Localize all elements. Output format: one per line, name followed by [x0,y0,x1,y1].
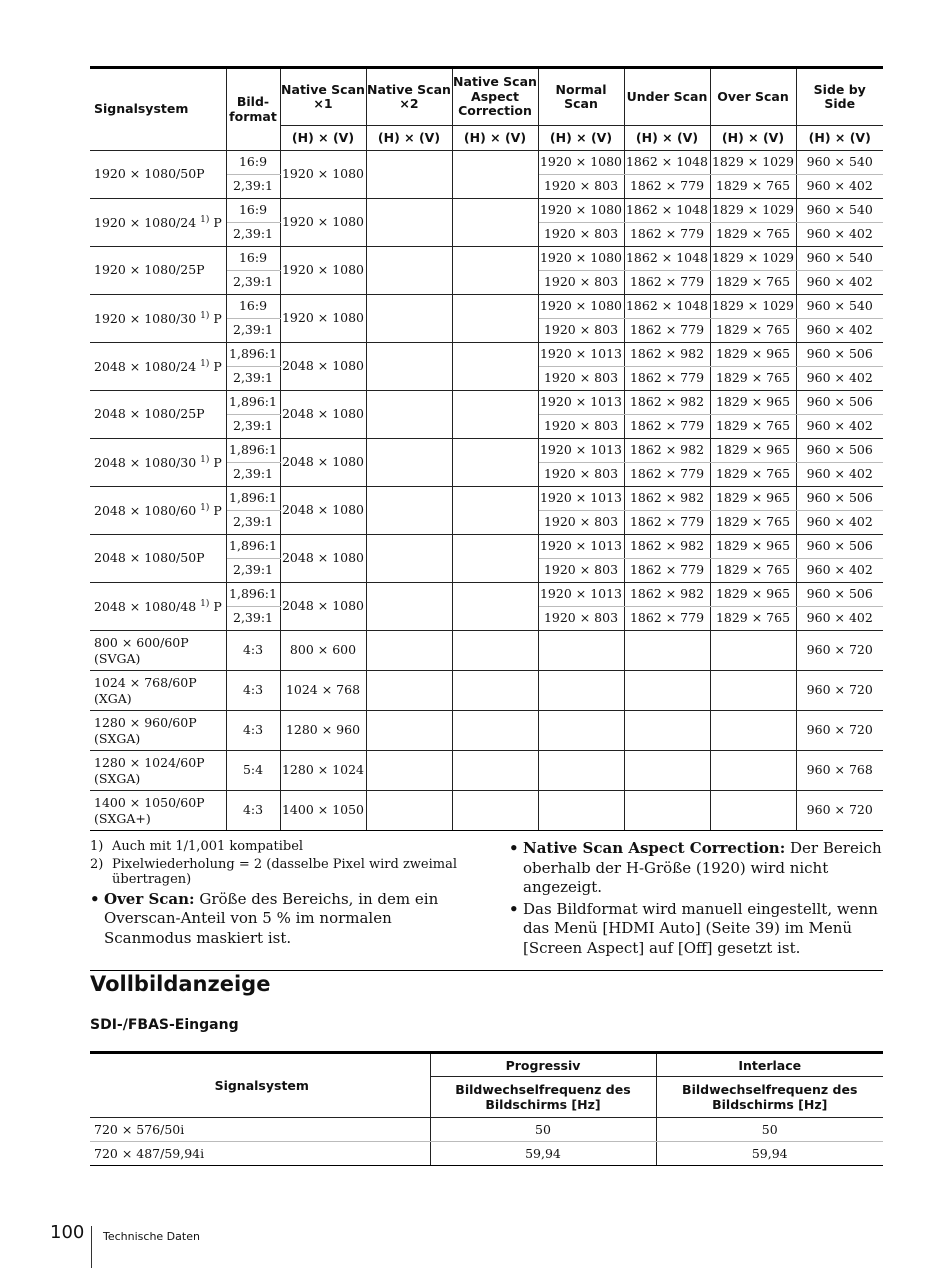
cell-normal: 1920 × 1080 [538,247,624,271]
note-text: Größe des Bereichs, in dem ein Overscan-Anteil von 5 % im normalen Scanmodus maskiert ist. [104,889,439,947]
table-row [90,391,883,415]
cell-native2 [366,791,452,831]
cell-sbs: 960 × 506 [796,343,883,367]
cell-native1: 2048 × 1080 [280,391,366,439]
cell-format: 4:3 [226,711,280,751]
cell-sbs: 960 × 402 [796,319,883,343]
notes-right [509,839,883,958]
signal-text: 1920 × 1080/50P [94,166,205,182]
page-number: 100 [50,1222,85,1243]
cell-under: 1862 × 779 [624,415,710,439]
cell-native2 [366,583,452,631]
header-under: Under Scan [624,68,710,126]
header-hv: (H) × (V) [710,126,796,151]
header-hv: (H) × (V) [624,126,710,151]
cell-over: 1829 × 765 [710,367,796,391]
cell-native1: 2048 × 1080 [280,583,366,631]
cell-native1: 1280 × 1024 [280,751,366,791]
footnote-text: Pixelwiederholung = 2 (dasselbe Pixel wird zweimal übertragen) [112,856,458,888]
cell-native1: 1920 × 1080 [280,247,366,295]
note-nsac [509,839,883,898]
cell-sbs: 960 × 720 [796,671,883,711]
header-signal: Signalsystem [90,1053,430,1118]
cell-nsac [452,583,538,631]
cell-under: 1862 × 779 [624,463,710,487]
cell-format: 2,39:1 [226,511,280,535]
cell-signal [90,391,226,439]
footnote-text: Auch mit 1/1,001 kompatibel [112,839,304,854]
cell-sbs: 960 × 506 [796,583,883,607]
header-over: Over Scan [710,68,796,126]
cell-format: 2,39:1 [226,415,280,439]
cell-over: 1829 × 765 [710,511,796,535]
cell-over: 1829 × 765 [710,319,796,343]
footnote-ref: 1) [200,454,210,465]
footnote-key: 2) [90,856,104,872]
header-hv: (H) × (V) [452,126,538,151]
cell-sbs: 960 × 402 [796,415,883,439]
cell-over: 1829 × 965 [710,391,796,415]
note-text: Das Bildformat wird manuell eingestellt, wenn das Menü [HDMI Auto] (Seite 39) im Menü [Screen Aspect] auf [Off] gesetzt ist. [523,899,878,957]
cell-over: 1829 × 965 [710,583,796,607]
footnote-ref: 1) [200,214,210,225]
cell-signal [90,487,226,535]
table-row [90,487,883,511]
footnote-ref: 1) [200,358,210,369]
bullet-icon: • [90,889,100,908]
cell-signal [90,295,226,343]
cell-normal [538,631,624,671]
signal-suffix: P [209,598,222,614]
cell-format: 2,39:1 [226,463,280,487]
cell-under: 1862 × 779 [624,271,710,295]
cell-sbs: 960 × 402 [796,559,883,583]
cell-under: 1862 × 779 [624,559,710,583]
note-label: Over Scan: [104,889,195,908]
cell-over: 1829 × 1029 [710,247,796,271]
footnote-2 [90,857,480,888]
cell-signal: 1400 × 1050/60P (SXGA+) [90,791,226,831]
cell-under: 1862 × 982 [624,439,710,463]
header-native2: Native Scan ×2 [366,68,452,126]
table-row [90,583,883,607]
cell-under: 1862 × 1048 [624,199,710,223]
cell-under: 1862 × 779 [624,319,710,343]
signal-suffix: P [209,454,222,470]
cell-normal [538,751,624,791]
signal-text: 2048 × 1080/24 [94,358,197,374]
cell-under: 1862 × 982 [624,391,710,415]
header-hv: (H) × (V) [280,126,366,151]
cell-native2 [366,295,452,343]
cell-sbs: 960 × 402 [796,175,883,199]
cell-format: 4:3 [226,791,280,831]
cell-format: 4:3 [226,671,280,711]
cell-over [710,631,796,671]
cell-normal: 1920 × 803 [538,319,624,343]
cell-normal: 1920 × 803 [538,415,624,439]
cell-signal [90,199,226,247]
cell-native2 [366,391,452,439]
footer-label: Technische Daten [103,1230,200,1243]
cell-over: 1829 × 1029 [710,151,796,175]
cell-signal [90,247,226,295]
header-interlace: Interlace [656,1053,883,1077]
frame-rate-table [90,1051,883,1166]
note-body [523,839,883,898]
cell-native1: 800 × 600 [280,631,366,671]
cell-native2 [366,247,452,295]
cell-over: 1829 × 765 [710,463,796,487]
cell-sbs: 960 × 402 [796,223,883,247]
signal-text: 2048 × 1080/50P [94,550,205,566]
cell-under [624,631,710,671]
table-row [90,751,883,791]
footnote-key: 1) [90,839,104,854]
cell-signal: 800 × 600/60P (SVGA) [90,631,226,671]
cell-nsac [452,711,538,751]
cell-format: 1,896:1 [226,343,280,367]
cell-sbs: 960 × 720 [796,791,883,831]
cell-over: 1829 × 765 [710,415,796,439]
signal-suffix: P [209,358,222,374]
scan-format-table-body [90,151,883,831]
cell-interlace: 59,94 [656,1142,883,1166]
scan-format-table [90,66,883,831]
signal-text: 1920 × 1080/25P [94,262,205,278]
footnote-ref: 1) [200,310,210,321]
cell-under [624,671,710,711]
signal-suffix: P [209,502,222,518]
cell-format: 2,39:1 [226,223,280,247]
cell-under: 1862 × 982 [624,487,710,511]
header-hv: (H) × (V) [796,126,883,151]
cell-nsac [452,791,538,831]
header-progressive: Progressiv [430,1053,656,1077]
cell-nsac [452,751,538,791]
cell-format: 16:9 [226,199,280,223]
table-row [90,791,883,831]
table-row [90,1142,883,1166]
table-row [90,295,883,319]
cell-nsac [452,295,538,343]
cell-signal: 1024 × 768/60P (XGA) [90,671,226,711]
cell-native1: 1280 × 960 [280,711,366,751]
cell-sbs: 960 × 506 [796,535,883,559]
cell-normal [538,711,624,751]
footnote-1 [90,839,480,855]
table-row [90,535,883,559]
header-format: Bild- format [226,68,280,151]
cell-over: 1829 × 765 [710,607,796,631]
table-row [90,1118,883,1142]
signal-text: 2048 × 1080/25P [94,406,205,422]
cell-normal: 1920 × 803 [538,511,624,535]
cell-sbs: 960 × 540 [796,151,883,175]
cell-over: 1829 × 1029 [710,199,796,223]
cell-format: 1,896:1 [226,439,280,463]
header-hv: (H) × (V) [538,126,624,151]
cell-over [710,671,796,711]
cell-normal: 1920 × 803 [538,271,624,295]
cell-normal: 1920 × 803 [538,175,624,199]
cell-progressive: 59,94 [430,1142,656,1166]
cell-format: 16:9 [226,151,280,175]
cell-under: 1862 × 982 [624,535,710,559]
cell-nsac [452,151,538,199]
cell-interlace: 50 [656,1118,883,1142]
header-native1: Native Scan ×1 [280,68,366,126]
cell-normal: 1920 × 1080 [538,199,624,223]
header-normal: Normal Scan [538,68,624,126]
header-nsac: Native Scan Aspect Correction [452,68,538,126]
cell-over: 1829 × 965 [710,535,796,559]
cell-native2 [366,535,452,583]
table-row [90,671,883,711]
cell-native2 [366,671,452,711]
cell-native1: 2048 × 1080 [280,439,366,487]
cell-sbs: 960 × 402 [796,607,883,631]
cell-format: 16:9 [226,247,280,271]
cell-sbs: 960 × 402 [796,271,883,295]
cell-over: 1829 × 1029 [710,295,796,319]
cell-over [710,751,796,791]
cell-sbs: 960 × 540 [796,247,883,271]
cell-under [624,711,710,751]
cell-over: 1829 × 765 [710,175,796,199]
cell-format: 2,39:1 [226,175,280,199]
cell-over [710,791,796,831]
cell-signal: 720 × 487/59,94i [90,1142,430,1166]
cell-under: 1862 × 779 [624,511,710,535]
cell-native1: 2048 × 1080 [280,535,366,583]
cell-sbs: 960 × 506 [796,439,883,463]
cell-sbs: 960 × 402 [796,511,883,535]
cell-native2 [366,151,452,199]
header-frame-rate: Bildwechselfrequenz des Bildschirms [Hz] [430,1077,656,1118]
cell-under: 1862 × 779 [624,367,710,391]
cell-native2 [366,631,452,671]
cell-over: 1829 × 965 [710,439,796,463]
cell-sbs: 960 × 506 [796,487,883,511]
cell-format: 2,39:1 [226,367,280,391]
header-sbs: Side by Side [796,68,883,126]
cell-under: 1862 × 1048 [624,247,710,271]
cell-normal: 1920 × 803 [538,223,624,247]
table-row [90,151,883,175]
cell-native1: 1920 × 1080 [280,151,366,199]
cell-native1: 1920 × 1080 [280,199,366,247]
cell-nsac [452,535,538,583]
section-subtitle: SDI-/FBAS-Eingang [90,1017,239,1033]
cell-signal [90,583,226,631]
cell-nsac [452,391,538,439]
footnote-ref: 1) [200,502,210,513]
cell-normal: 1920 × 803 [538,559,624,583]
cell-native1: 2048 × 1080 [280,343,366,391]
cell-under: 1862 × 779 [624,223,710,247]
cell-progressive: 50 [430,1118,656,1142]
footer-divider [91,1226,92,1268]
cell-sbs: 960 × 720 [796,711,883,751]
cell-under: 1862 × 779 [624,175,710,199]
cell-native2 [366,751,452,791]
cell-format: 4:3 [226,631,280,671]
cell-normal: 1920 × 1080 [538,295,624,319]
cell-normal [538,671,624,711]
cell-nsac [452,343,538,391]
signal-text: 2048 × 1080/30 [94,454,197,470]
cell-normal: 1920 × 1013 [538,439,624,463]
cell-normal: 1920 × 1013 [538,343,624,367]
cell-native1: 2048 × 1080 [280,487,366,535]
table-row [90,247,883,271]
cell-sbs: 960 × 540 [796,199,883,223]
cell-format: 16:9 [226,295,280,319]
cell-normal: 1920 × 803 [538,463,624,487]
header-signal: Signalsystem [90,68,226,151]
cell-signal [90,439,226,487]
cell-native2 [366,199,452,247]
cell-sbs: 960 × 768 [796,751,883,791]
cell-native2 [366,343,452,391]
cell-format: 5:4 [226,751,280,791]
section-title: Vollbildanzeige [90,972,271,996]
section-divider [90,970,883,971]
cell-over: 1829 × 965 [710,343,796,367]
table-row [90,343,883,367]
cell-format: 2,39:1 [226,559,280,583]
cell-nsac [452,487,538,535]
cell-nsac [452,671,538,711]
cell-normal: 1920 × 1080 [538,151,624,175]
cell-normal: 1920 × 803 [538,367,624,391]
cell-format: 1,896:1 [226,535,280,559]
cell-format: 2,39:1 [226,319,280,343]
header-hv: (H) × (V) [366,126,452,151]
bullet-icon: • [509,839,519,857]
notes-left [90,839,480,948]
cell-nsac [452,631,538,671]
cell-signal [90,151,226,199]
header-frame-rate: Bildwechselfrequenz des Bildschirms [Hz] [656,1077,883,1118]
table-row [90,439,883,463]
table-row [90,199,883,223]
cell-normal: 1920 × 1013 [538,535,624,559]
cell-sbs: 960 × 402 [796,367,883,391]
cell-signal: 1280 × 960/60P (SXGA) [90,711,226,751]
signal-suffix: P [209,310,222,326]
footnote-ref: 1) [200,598,210,609]
cell-nsac [452,199,538,247]
cell-native1: 1400 × 1050 [280,791,366,831]
cell-native1: 1024 × 768 [280,671,366,711]
signal-text: 1920 × 1080/30 [94,310,197,326]
cell-under: 1862 × 982 [624,343,710,367]
cell-format: 2,39:1 [226,607,280,631]
cell-over: 1829 × 965 [710,487,796,511]
cell-normal: 1920 × 1013 [538,391,624,415]
cell-under [624,791,710,831]
note-body [104,890,480,949]
cell-over: 1829 × 765 [710,559,796,583]
cell-under [624,751,710,791]
cell-signal [90,343,226,391]
cell-nsac [452,247,538,295]
signal-text: 2048 × 1080/48 [94,598,197,614]
cell-normal [538,791,624,831]
signal-text: 2048 × 1080/60 [94,502,197,518]
table-row [90,631,883,671]
cell-format: 2,39:1 [226,271,280,295]
cell-normal: 1920 × 803 [538,607,624,631]
cell-under: 1862 × 1048 [624,151,710,175]
cell-signal [90,535,226,583]
cell-normal: 1920 × 1013 [538,487,624,511]
cell-sbs: 960 × 402 [796,463,883,487]
note-text: Der Bereich oberhalb der H-Größe (1920) wird nicht angezeigt. [523,839,882,896]
cell-native1: 1920 × 1080 [280,295,366,343]
signal-text: 1920 × 1080/24 [94,214,197,230]
cell-under: 1862 × 779 [624,607,710,631]
note-format [509,900,883,959]
cell-over [710,711,796,751]
cell-signal: 720 × 576/50i [90,1118,430,1142]
cell-over: 1829 × 765 [710,223,796,247]
cell-sbs: 960 × 540 [796,295,883,319]
cell-native2 [366,439,452,487]
cell-format: 1,896:1 [226,487,280,511]
table-row [90,711,883,751]
bullet-icon: • [509,899,519,918]
cell-sbs: 960 × 720 [796,631,883,671]
cell-format: 1,896:1 [226,583,280,607]
cell-under: 1862 × 982 [624,583,710,607]
cell-sbs: 960 × 506 [796,391,883,415]
signal-suffix: P [209,214,222,230]
cell-nsac [452,439,538,487]
cell-normal: 1920 × 1013 [538,583,624,607]
cell-format: 1,896:1 [226,391,280,415]
cell-over: 1829 × 765 [710,271,796,295]
note-label: Native Scan Aspect Correction: [523,839,786,857]
cell-under: 1862 × 1048 [624,295,710,319]
cell-native2 [366,711,452,751]
cell-signal: 1280 × 1024/60P (SXGA) [90,751,226,791]
cell-native2 [366,487,452,535]
note-over-scan [90,890,480,949]
